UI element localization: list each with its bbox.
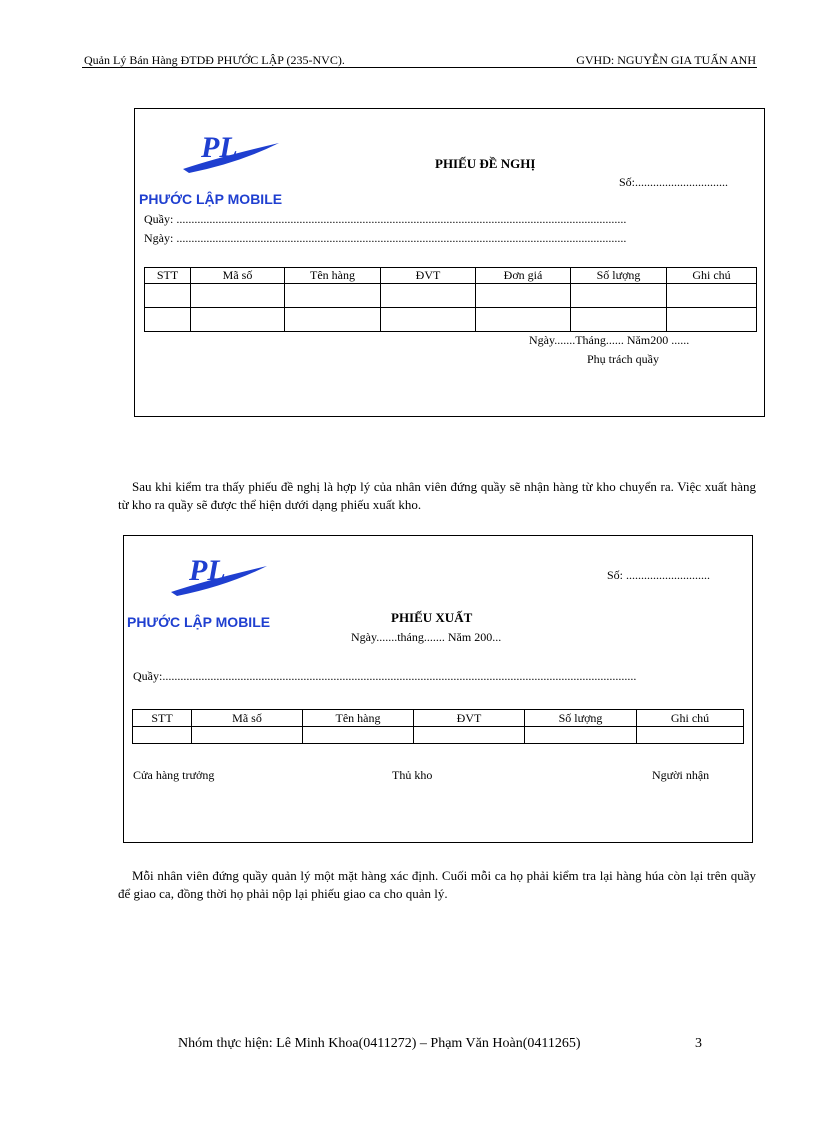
col-header: ĐVT: [381, 268, 476, 284]
logo-icon: [179, 127, 289, 177]
table-header-row: [133, 710, 744, 727]
signer-store-manager: Cửa hàng trưởng: [133, 768, 215, 782]
svg-text:PL: PL: [201, 131, 238, 164]
so-field: Số: ............................: [607, 568, 711, 582]
paragraph-1-text: Sau khi kiểm tra thấy phiếu đề nghị là hợp lý của nhân viên đứng quầy sẽ nhận hàng từ kho chuyển ra. Việc xuất hàng từ kho ra quầy sẽ được thể hiện dưới dạng phiếu xuất kho.: [118, 479, 756, 512]
col-header: Số lượng: [525, 710, 637, 727]
date-line: Ngày.......Tháng...... Năm200 ......: [529, 333, 690, 347]
quay-field: Quầy: ......................................................................................................................................................: [144, 212, 627, 226]
paragraph-1: [118, 478, 756, 514]
table-row: [145, 308, 757, 332]
header-left: Quản Lý Bán Hàng ĐTDĐ PHƯỚC LẬP (235-NVC).: [84, 53, 345, 67]
table-row: [145, 284, 757, 308]
logo-icon: [167, 550, 277, 600]
col-header: Mã số: [191, 268, 285, 284]
signer-label: Phụ trách quầy: [587, 352, 659, 366]
col-header: Tên hàng: [285, 268, 381, 284]
svg-text:PL: PL: [189, 554, 226, 587]
header-right: GVHD: NGUYỄN GIA TUẤN ANH: [576, 53, 756, 67]
logo-text: PHƯỚC LẬP MOBILE: [127, 614, 271, 630]
col-header: Đơn giá: [476, 268, 571, 284]
export-table: [132, 709, 744, 744]
quay-field: Quầy:..............................................................................................................................................................: [133, 669, 637, 683]
so-field: Số:...............................: [619, 175, 729, 189]
header-rule: [82, 67, 757, 68]
paragraph-2-text: Mỗi nhân viên đứng quầy quản lý một mặt hàng xác định. Cuối mỗi ca họ phải kiểm tra lại hàng húa còn lại trên quầy để giao ca, đồng thời họ phải nộp lại phiếu giao ca cho quản lý.: [118, 868, 756, 901]
date-line: Ngày.......tháng....... Năm 200...: [351, 630, 502, 644]
form-title: PHIẾU XUẤT: [391, 610, 473, 625]
request-table: [144, 267, 757, 332]
ngay-field: Ngày: ......................................................................................................................................................: [144, 231, 627, 245]
col-header: ĐVT: [414, 710, 525, 727]
signer-warehouse-keeper: Thủ kho: [392, 768, 433, 782]
col-header: STT: [133, 710, 192, 727]
paragraph-2: [118, 867, 756, 903]
signer-receiver: Người nhận: [652, 768, 710, 782]
logo-text: PHƯỚC LẬP MOBILE: [139, 191, 283, 207]
footer-text: Nhóm thực hiện: Lê Minh Khoa(0411272) – Phạm Văn Hoàn(0411265): [178, 1036, 581, 1051]
table-header-row: [145, 268, 757, 284]
table-row: [133, 727, 744, 744]
logo: [139, 127, 289, 207]
col-header: Tên hàng: [303, 710, 414, 727]
export-form: [123, 535, 753, 843]
form-title: PHIẾU ĐỀ NGHỊ: [435, 156, 536, 171]
logo: [127, 550, 277, 630]
col-header: Mã số: [192, 710, 303, 727]
page-number: 3: [695, 1036, 702, 1051]
col-header: Số lượng: [571, 268, 667, 284]
col-header: Ghi chú: [637, 710, 744, 727]
request-form: [134, 108, 765, 417]
col-header: STT: [145, 268, 191, 284]
col-header: Ghi chú: [667, 268, 757, 284]
